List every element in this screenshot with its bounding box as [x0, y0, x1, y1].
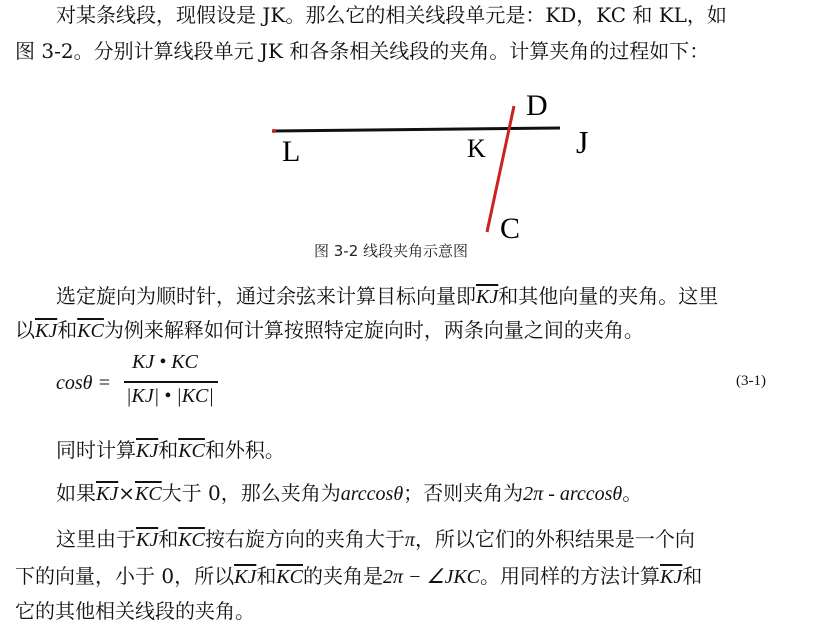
vector-kj: $\overline{KJ}$ [35, 320, 58, 342]
text: 大于 0，那么夹角为 [161, 481, 341, 505]
label-c: C [500, 212, 521, 245]
vector-kj: $\overline{KJ}$ [660, 566, 683, 588]
segment-lj [272, 128, 560, 131]
pi-symbol: π [404, 529, 415, 551]
text: 和 [256, 564, 277, 588]
text: 同时计算 [56, 438, 136, 462]
arccos-expression: arccosθ [340, 483, 404, 505]
paragraph-2-line-2 [15, 317, 644, 344]
text: 。 [622, 481, 643, 505]
two-pi-expression: 2π - arccosθ [523, 483, 623, 505]
text: 以 [15, 318, 35, 342]
equation-denominator: |KJ| • |KC| [126, 385, 214, 407]
text: 和其他向量的夹角。这里 [498, 284, 719, 308]
paragraph-5-line-3: 它的其他相关线段的夹角。 [15, 599, 255, 623]
fraction-bar [124, 381, 218, 383]
label-d: D [526, 89, 548, 122]
text: 和 [57, 318, 78, 342]
text: 这里由于 [56, 527, 136, 551]
text: 选定旋向为顺时针，通过余弦来计算目标向量即 [56, 284, 476, 308]
paragraph-2-line-1 [56, 283, 718, 310]
vector-kj: $\overline{KJ}$ [136, 529, 159, 551]
angle-expression: 2π − ∠JKC [383, 566, 481, 588]
label-k: K [467, 134, 486, 163]
paragraph-1-line-1: 对某条线段，现假设是 JK。那么它的相关线段单元是：KD，KC 和 KL，如 [56, 3, 727, 27]
vector-kc: $\overline{KC}$ [178, 440, 205, 462]
text: 下的向量，小于 0，所以 [15, 564, 235, 588]
text: 和外积。 [204, 438, 285, 462]
text: 和 [682, 564, 703, 588]
text: 为例来解释如何计算按照特定旋向时，两条向量之间的夹角。 [103, 318, 644, 342]
text: 。用同样的方法计算 [480, 564, 661, 588]
vector-kc: $\overline{KC}$ [77, 320, 104, 342]
vector-kj: $\overline{KJ}$ [136, 440, 159, 462]
equation-numerator: KJ • KC [132, 351, 198, 373]
label-l: L [282, 135, 301, 168]
vector-kj: $\overline{KJ}$ [96, 483, 119, 505]
endpoint-l [272, 129, 276, 133]
equation-number: (3-1) [736, 373, 766, 389]
vector-kc: $\overline{KC}$ [276, 566, 303, 588]
text: ；否则夹角为 [403, 481, 524, 505]
equation-fraction [124, 351, 224, 423]
text: 和 [158, 438, 179, 462]
label-j: J [576, 124, 589, 160]
figure-caption: 图 3-2 线段夹角示意图 [314, 242, 469, 260]
text: 的夹角是 [303, 564, 383, 588]
vector-kj: $\overline{KJ}$ [234, 566, 257, 588]
text: 按右旋方向的夹角大于 [204, 527, 405, 551]
text: ，所以它们的外积结果是一个向 [414, 527, 695, 551]
vector-kc: $\overline{KC}$ [134, 483, 162, 505]
paragraph-5-line-1 [56, 526, 695, 553]
text: 和 [158, 527, 179, 551]
vector-kj: $\overline{KJ}$ [476, 286, 499, 308]
paragraph-1-line-2: 图 3-2。分别计算线段单元 JK 和各条相关线段的夹角。计算夹角的过程如下： [15, 39, 710, 63]
paragraph-3 [56, 437, 285, 464]
vector-kc: $\overline{KC}$ [178, 529, 205, 551]
text: 如果 [56, 481, 96, 505]
cross-symbol: × [118, 481, 135, 505]
paragraph-4 [56, 480, 642, 507]
paragraph-5-line-2 [15, 563, 702, 590]
equation-lhs: cosθ = [56, 372, 111, 394]
